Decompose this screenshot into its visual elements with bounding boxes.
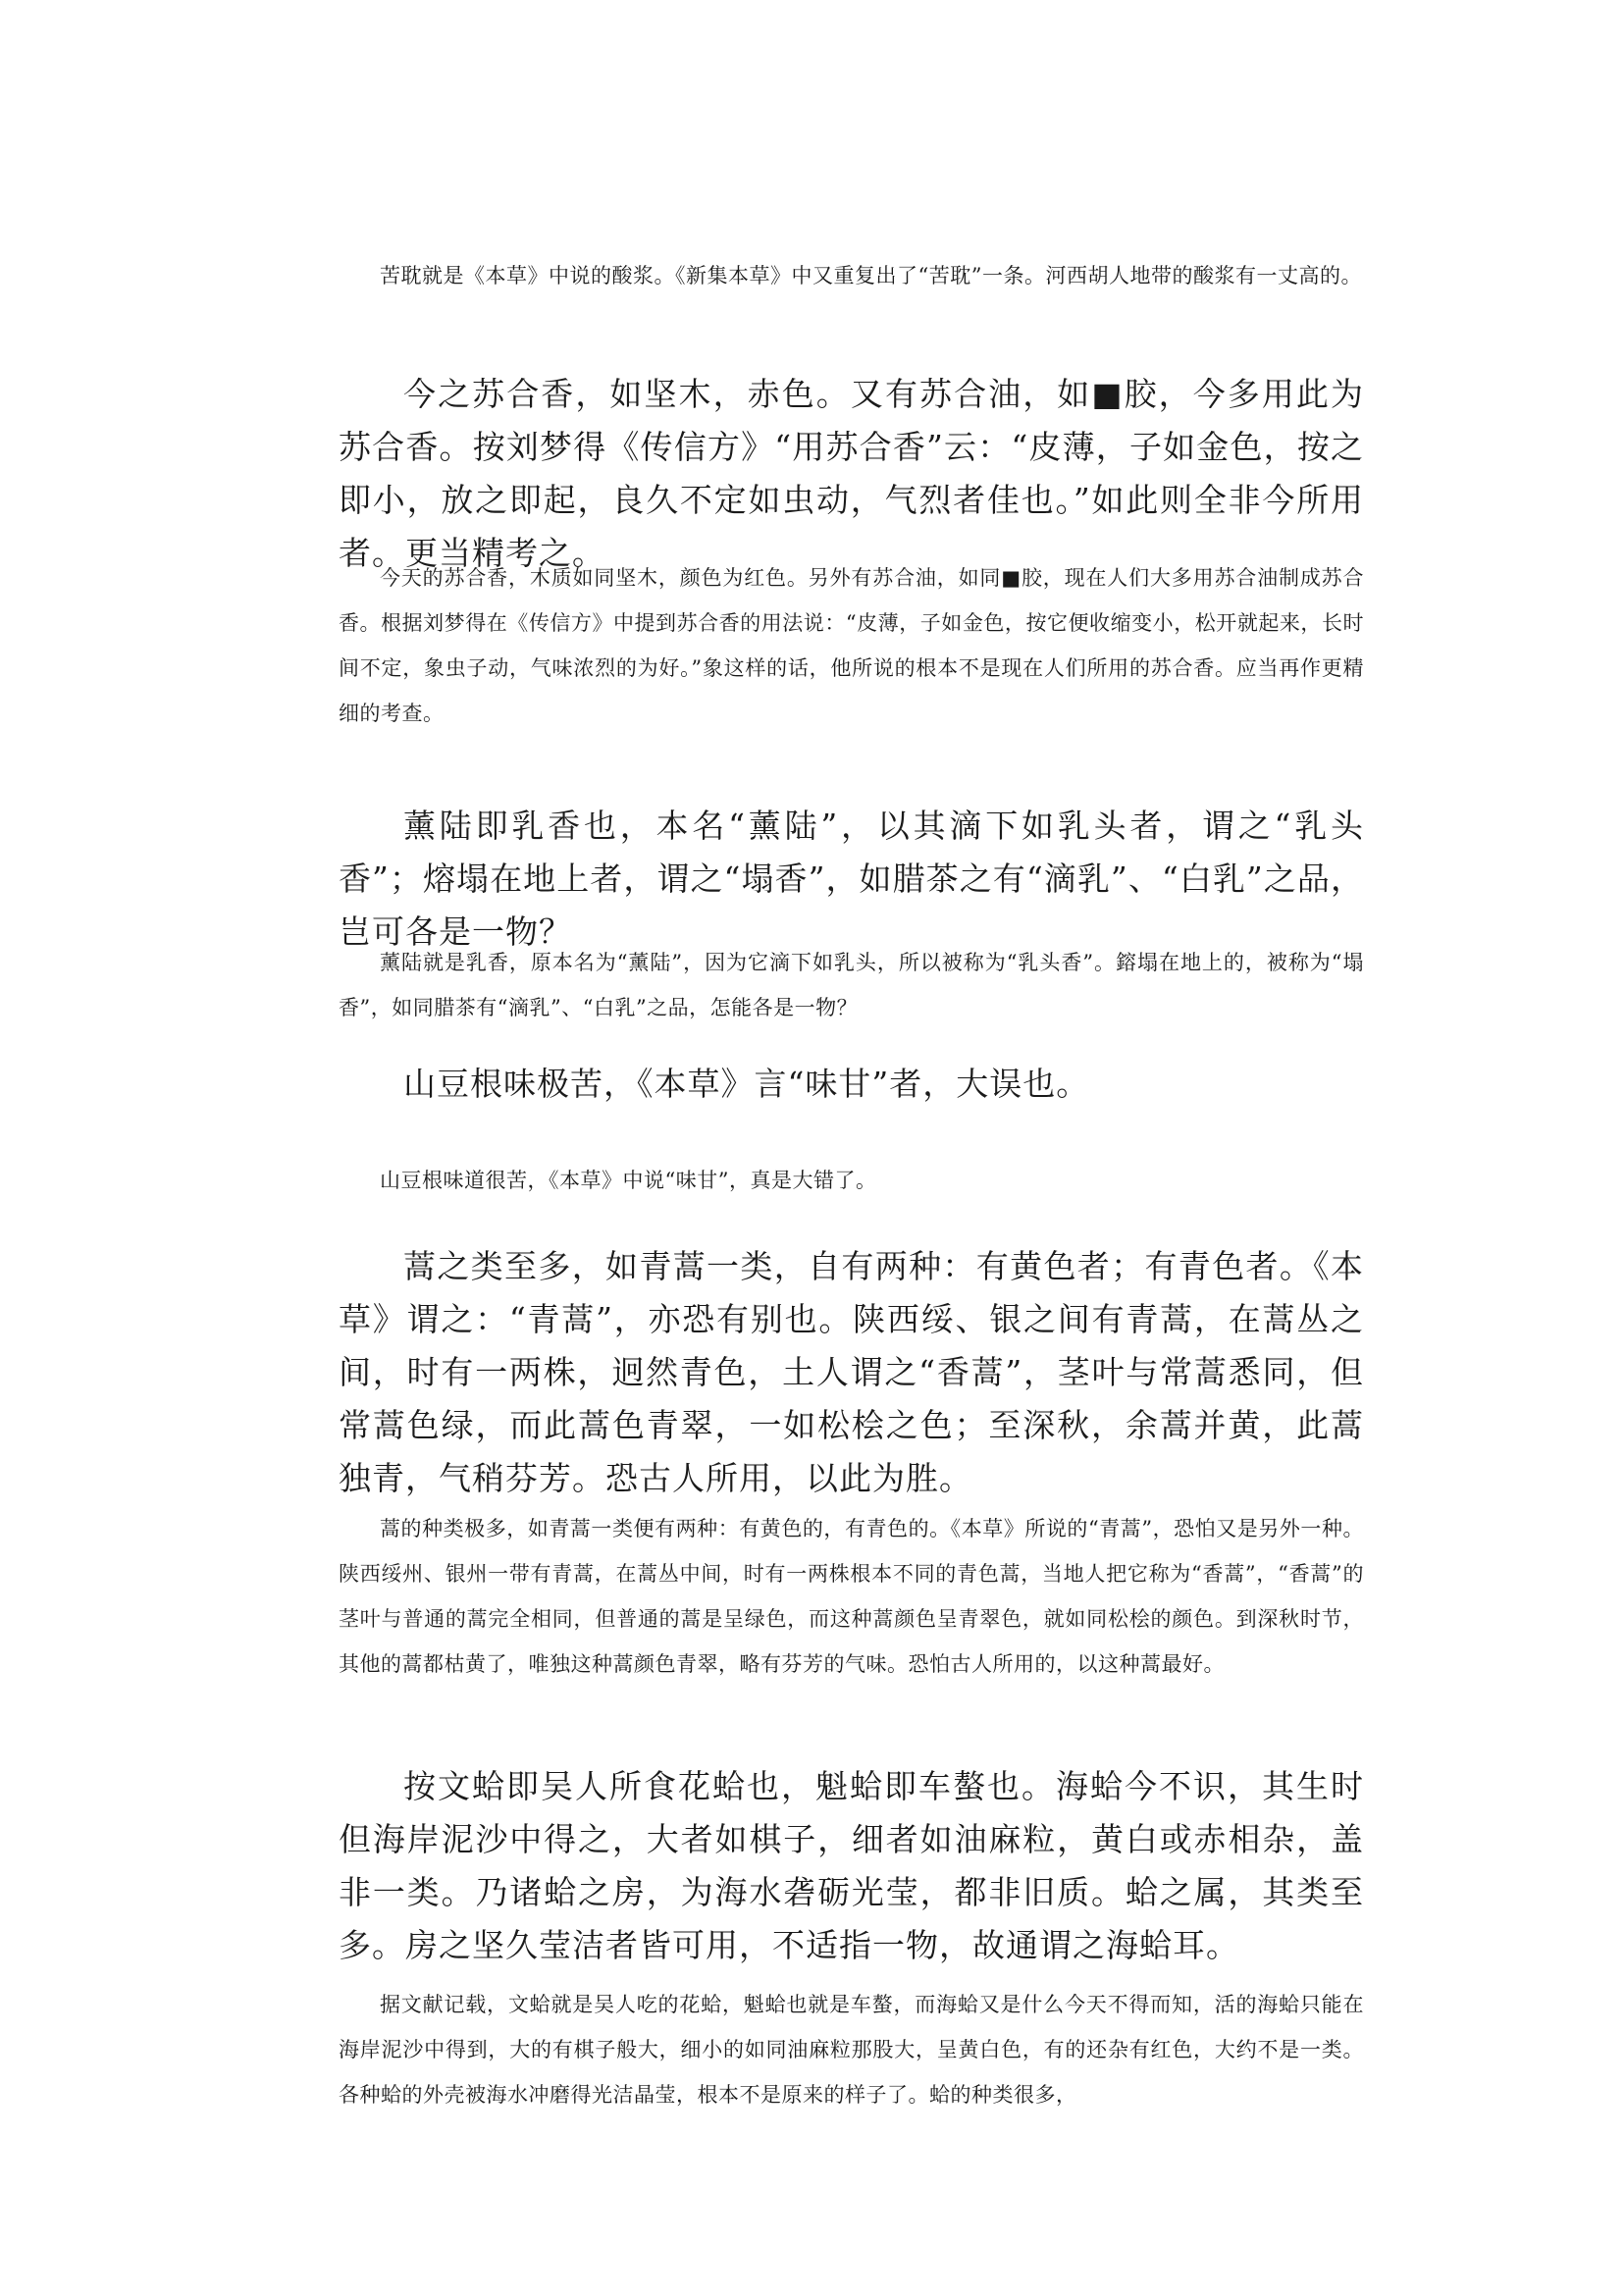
translation-paragraph-5: 蒿的种类极多，如青蒿一类便有两种：有黄色的，有青色的。《本草》所说的“青蒿”，恐怕又是另外一种。陕西绥州、银州一带有青蒿，在蒿丛中间，时有一两株根本不同的青色蒿，当地人把它称为“香蒿”，“香蒿”的茎叶与普通的蒿完全相同，但普通的蒿是呈绿色，而这种蒿颜色呈青翠色，就如同松桧的颜色。到深秋时节，其他的蒿都枯黄了，唯独这种蒿颜色青翠，略有芬芳的气味。恐怕古人所用的，以这种蒿最好。	[339, 1517, 1364, 1676]
translation-paragraph-1: 苦耽就是《本草》中说的酸浆。《新集本草》中又重复出了“苦耽”一条。河西胡人地带的酸浆有一丈高的。	[380, 264, 1362, 287]
translation-paragraph-2: 今天的苏合香，木质如同坚木，颜色为红色。另外有苏合油，如同■胶，现在人们大多用苏合油制成苏合香。根据刘梦得在《传信方》中提到苏合香的用法说：“皮薄，子如金色，按它便收缩变小，松开就起来，长时间不定，象虫子动，气味浓烈的为好。”象这样的话，他所说的根本不是现在人们所用的苏合香。应当再作更精细的考查。	[339, 566, 1364, 725]
translation-paragraph-4: 山豆根味道很苦，《本草》中说“味甘”，真是大错了。	[380, 1169, 877, 1192]
original-paragraph-1: 今之苏合香，如坚木，赤色。又有苏合油，如■胶，今多用此为苏合香。按刘梦得《传信方》“用苏合香”云：“皮薄，子如金色，按之即小，放之即起，良久不定如虫动，气烈者佳也。”如此则全非今所用者。更当精考之。	[339, 375, 1364, 572]
translation-paragraph-6: 据文献记载，文蛤就是吴人吃的花蛤，魁蛤也就是车螯，而海蛤又是什么今天不得而知，活的海蛤只能在海岸泥沙中得到，大的有棋子般大，细小的如同油麻粒那股大，呈黄白色，有的还杂有红色，大约不是一类。各种蛤的外壳被海水冲磨得光洁晶莹，根本不是原来的样子了。蛤的种类很多，	[339, 1993, 1364, 2107]
original-paragraph-3: 山豆根味极苦，《本草》言“味甘”者，大误也。	[403, 1065, 1090, 1103]
original-paragraph-2: 薰陆即乳香也，本名“薰陆”，以其滴下如乳头者，谓之“乳头香”；熔塌在地上者，谓之“塌香”，如腊茶之有“滴乳”、“白乳”之品，岂可各是一物？	[339, 807, 1364, 951]
translation-paragraph-3: 薰陆就是乳香，原本名为“薰陆”，因为它滴下如乳头，所以被称为“乳头香”。鎔塌在地上的，被称为“塌香”，如同腊茶有“滴乳”、“白乳”之品，怎能各是一物？	[339, 951, 1364, 1019]
original-paragraph-5: 按文蛤即吴人所食花蛤也，魁蛤即车螯也。海蛤今不识，其生时但海岸泥沙中得之，大者如棋子，细者如油麻粒，黄白或赤相杂，盖非一类。乃诸蛤之房，为海水砻砺光莹，都非旧质。蛤之属，其类至多。房之坚久莹洁者皆可用，不适指一物，故通谓之海蛤耳。	[339, 1767, 1364, 1964]
original-paragraph-4: 蒿之类至多，如青蒿一类，自有两种：有黄色者；有青色者。《本草》谓之：“青蒿”，亦恐有别也。陕西绥、银之间有青蒿，在蒿丛之间，时有一两株，迥然青色，土人谓之“香蒿”，茎叶与常蒿悉同，但常蒿色绿，而此蒿色青翠，一如松桧之色；至深秋，余蒿并黄，此蒿独青，气稍芬芳。恐古人所用，以此为胜。	[339, 1247, 1364, 1497]
